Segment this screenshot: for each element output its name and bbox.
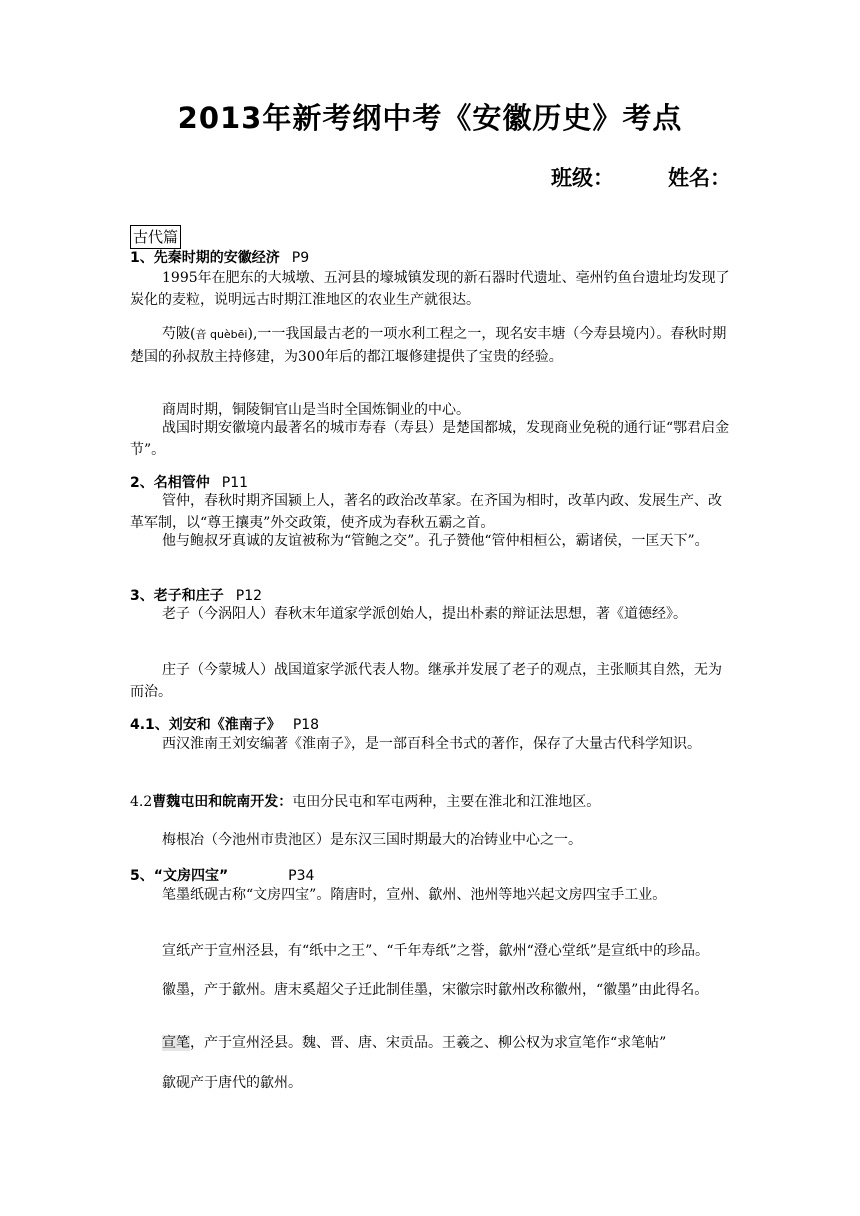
- heading-section-5: [130, 866, 314, 886]
- paragraph: 商周时期，铜陵铜官山是当时全国炼铜业的中心。: [162, 402, 470, 418]
- pronunciation-note: 音 quèbēi: [195, 328, 248, 341]
- name-label: 姓名：: [668, 166, 731, 190]
- heading-text: 4.1、刘安和《淮南子》: [130, 717, 281, 733]
- paragraph: 宣纸产于宣州泾县，有“纸中之王”、“千年寿纸”之誉，歙州“澄心堂纸”是宣纸中的珍品。: [162, 943, 709, 959]
- paragraph: 笔墨纸砚古称“文房四宝”。隋唐时，宣州、歙州、池州等地兴起文房四宝手工业。: [162, 887, 667, 903]
- heading-section-1: [130, 248, 309, 268]
- heading-text: 曹魏屯田和皖南开发：: [152, 794, 293, 810]
- paragraph-part: ),一一我国最古老的一项水利工程之一，现名安丰塘（今寿县境内）。春秋时期楚国的孙叔敖主持修建，为300年后的都江堰修建提供了宝贵的经验。: [130, 326, 727, 365]
- heading-text: 1、先秦时期的安徽经济: [130, 250, 280, 266]
- heading-section-4-1: [130, 715, 319, 735]
- section-tag-ancient: 古代篇: [130, 225, 181, 249]
- paragraph: 西汉淮南王刘安编著《淮南子》，是一部百科全书式的著作，保存了大量古代科学知识。: [162, 736, 701, 752]
- page-ref: P34: [288, 868, 315, 884]
- paragraph: 管仲，春秋时期齐国颍上人，著名的政治改革家。在齐国为相时，改革内政、发展生产、改革军制，以“尊王攘夷”外交政策，使齐成为春秋五霸之首。: [130, 493, 722, 531]
- paragraph: 老子（今涡阳人）春秋末年道家学派创始人，提出朴素的辩证法思想，著《道德经》。: [162, 606, 687, 622]
- paragraph-section-4-2: [130, 791, 730, 813]
- paragraph: 他与鲍叔牙真诚的友谊被称为“管鲍之交”。孔子赞他“管仲相桓公，霸诸侯，一匡天下”。: [162, 533, 709, 549]
- paragraph-part: 屯田分民屯和军屯两种，主要在淮北和江淮地区。: [292, 794, 601, 810]
- page-ref: P9: [291, 250, 310, 266]
- paragraph: [162, 1033, 730, 1053]
- paragraph-part: 芍陂(: [162, 326, 196, 342]
- heading-text: 2、名相管仲: [130, 475, 210, 491]
- paragraph: 战国时期安徽境内最著名的城市寿春（寿县）是楚国都城，发现商业免税的通行证“鄂君启金节”。: [130, 420, 730, 458]
- heading-text: 5、“文房四宝”: [130, 868, 229, 884]
- document-title: 2013年新考纲中考《安徽历史》考点: [177, 101, 683, 135]
- class-label: 班级：: [551, 166, 614, 190]
- paragraph-hanging: 徽墨，产于歙州。唐末奚超父子迁此制佳墨，宋徽宗时歙州改称徽州，“徽墨”由此得名。: [162, 982, 709, 998]
- heading-text: 3、老子和庄子: [130, 588, 224, 604]
- page-ref: P18: [292, 717, 320, 733]
- paragraph: 庄子（今蒙城人）战国道家学派代表人物。继承并发展了老子的观点，主张顺其自然，无为而治。: [130, 662, 722, 700]
- paragraph: 梅根冶（今池州市贵池区）是东汉三国时期最大的冶铸业中心之一。: [162, 832, 582, 848]
- section-number: 4.2: [130, 794, 153, 810]
- paragraph-part: ，产于宣州泾县。魏、晋、唐、宋贡品。王羲之、柳公权为求宣笔作“求笔帖”: [190, 1035, 667, 1051]
- page-ref: P11: [221, 475, 249, 491]
- highlighted-term: 宣笔: [162, 1035, 190, 1051]
- paragraph: 1995年在肥东的大城墩、五河县的壕城镇发现的新石器时代遗址、亳州钓鱼台遗址均发现了炭化的麦粒，说明远古时期江淮地区的农业生产就很达。: [130, 270, 730, 308]
- page-ref: P12: [235, 588, 263, 604]
- paragraph: 歙砚产于唐代的歙州。: [162, 1075, 302, 1091]
- paragraph: [130, 323, 730, 368]
